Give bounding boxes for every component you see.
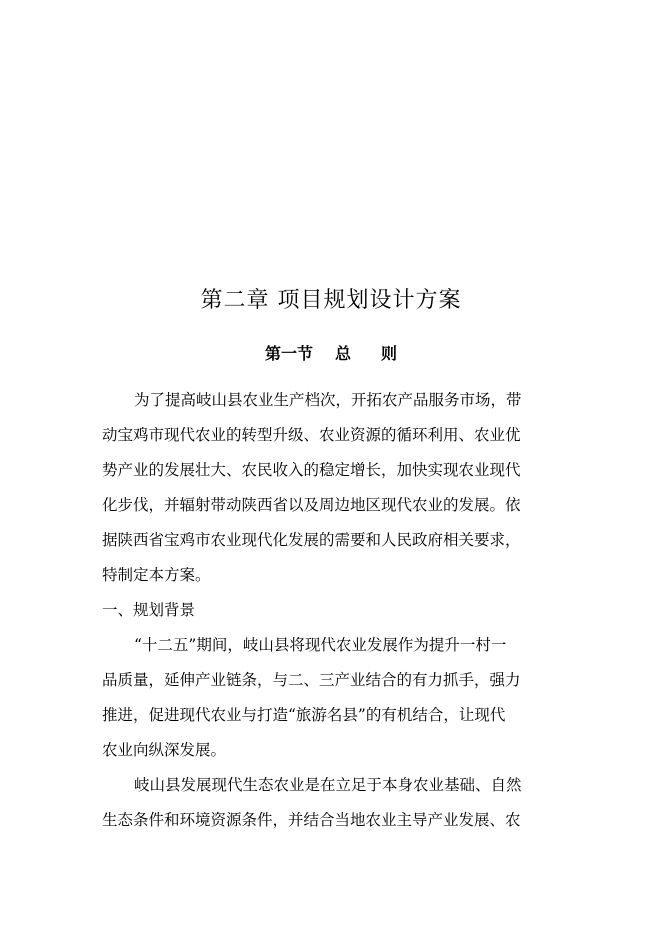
section-title-part3: 则 bbox=[381, 344, 398, 363]
section-title bbox=[0, 341, 662, 364]
text-line: 化步伐，并辐射带动陕西省以及周边地区现代农业的发展。依 bbox=[102, 496, 521, 514]
chapter-title: 第二章 项目规划设计方案 bbox=[200, 288, 462, 313]
text-line: 生态条件和环境资源条件，并结合当地农业主导产业发展、农 bbox=[102, 811, 521, 829]
text-line: 农业向纵深发展。 bbox=[102, 741, 227, 759]
text-line: 岐山县发展现代生态农业是在立足于本身农业基础、自然 bbox=[134, 776, 522, 794]
section-title-part1: 第一节 bbox=[264, 344, 313, 363]
text-line: 为了提高岐山县农业生产档次，开拓农产品服务市场，带 bbox=[134, 391, 522, 409]
text-line: 特制定本方案。 bbox=[102, 566, 211, 584]
text-line: “十二五”期间，岐山县将现代农业发展作为提升一村一 bbox=[134, 636, 507, 654]
text-line: 势产业的发展壮大、农民收入的稳定增长，加快实现农业现代 bbox=[102, 461, 521, 479]
subheading-background bbox=[102, 593, 548, 628]
paragraph-background bbox=[102, 628, 548, 768]
paragraph-eco-agriculture bbox=[102, 768, 548, 838]
paragraph-intro bbox=[102, 383, 548, 593]
text-line: 动宝鸡市现代农业的转型升级、农业资源的循环利用、农业优 bbox=[102, 426, 521, 444]
text-line: 品质量，延伸产业链条，与二、三产业结合的有力抓手，强力 bbox=[102, 671, 521, 689]
text-line: 据陕西省宝鸡市农业现代化发展的需要和人民政府相关要求， bbox=[102, 531, 521, 549]
subheading-text: 一、规划背景 bbox=[102, 601, 196, 619]
text-line: 推进，促进现代农业与打造“旅游名县”的有机结合，让现代 bbox=[102, 706, 506, 724]
section-title-part2: 总 bbox=[334, 344, 351, 363]
